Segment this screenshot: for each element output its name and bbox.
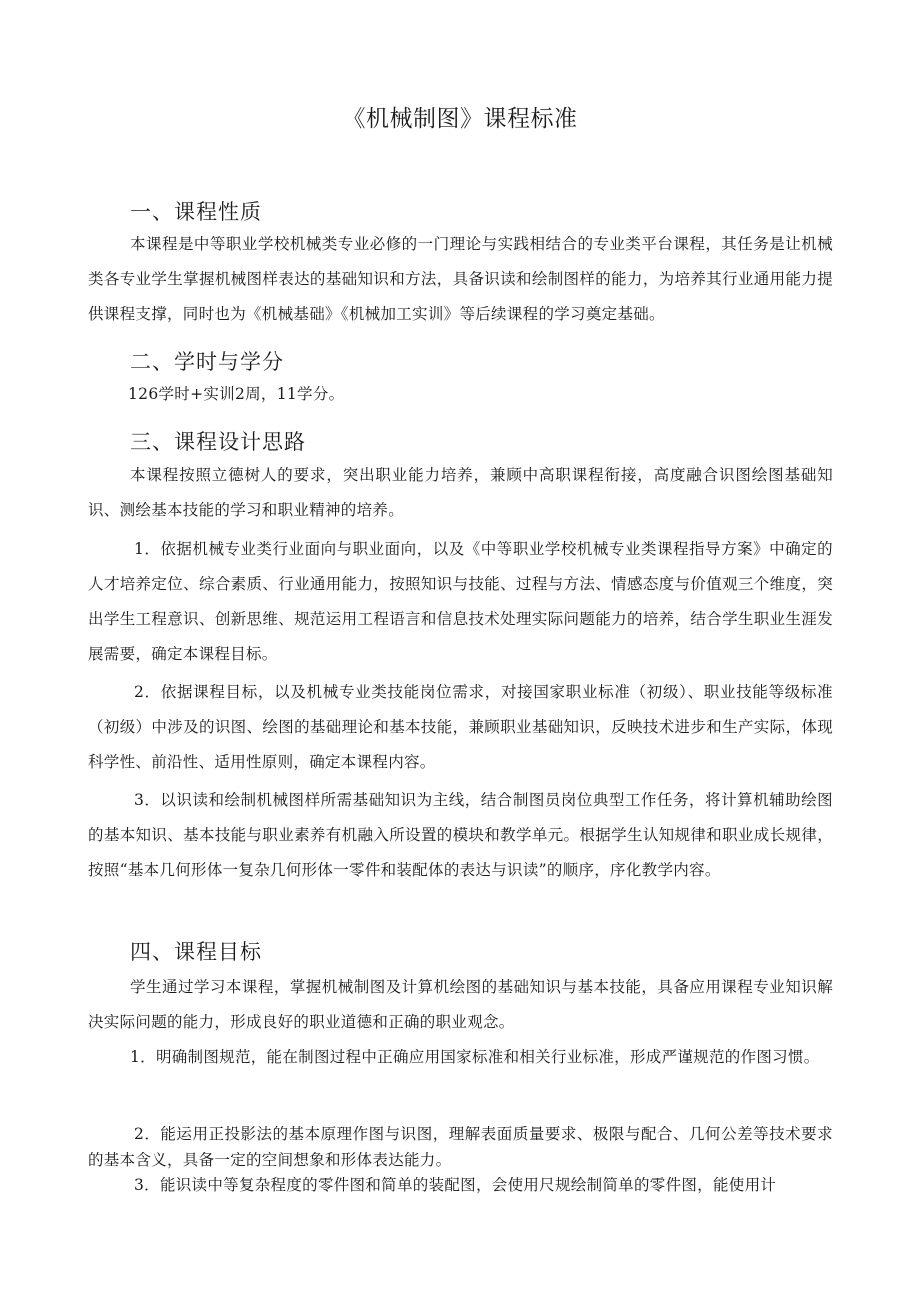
paragraph-goal-3: 3．能识读中等复杂程度的零件图和简单的装配图，会使用尺规绘制简单的零件图，能使用计	[134, 1176, 777, 1194]
paragraph-design-3: 3．以识读和绘制机械图样所需基础知识为主线，结合制图员岗位典型工作任务，将计算机辅助绘图的基本知识、基本技能与职业素养有机融入所设置的模块和教学单元。根据学生认知规律和职业成长规律，按照“基本几何形体一复杂几何形体一零件和装配体的表达与识读”的顺序，序化教学内容。	[88, 791, 833, 879]
paragraph-design-intro: 本课程按照立德树人的要求，突出职业能力培养，兼顾中高职课程衔接，高度融合识图绘图基础知识、测绘基本技能的学习和职业精神的培养。	[88, 466, 833, 519]
paragraph-design-2: 2．依据课程目标，以及机械专业类技能岗位需求，对接国家职业标准（初级）、职业技能等级标准（初级）中涉及的识图、绘图的基础理论和基本技能，兼顾职业基础知识，反映技术进步和生产实际，体现科学性、前沿性、适用性原则，确定本课程内容。	[88, 683, 833, 771]
section-heading-design: 三、课程设计思路	[130, 430, 306, 454]
section-heading-hours: 二、学时与学分	[130, 350, 284, 374]
paragraph-hours: 126学时+实训2周，11学分。	[128, 385, 345, 403]
section-heading-nature: 一、课程性质	[130, 200, 262, 224]
paragraph-design-1: 1．依据机械专业类行业面向与职业面向，以及《中等职业学校机械专业类课程指导方案》中确定的人才培养定位、综合素质、行业通用能力，按照知识与技能、过程与方法、情感态度与价值观三个维度，突出学生工程意识、创新思维、规范运用工程语言和信息技术处理实际问题能力的培养，结合学生职业生涯发展需要，确定本课程目标。	[88, 540, 833, 663]
paragraph-goal-1: 1．明确制图规范，能在制图过程中正确应用国家标准和相关行业标准，形成严谨规范的作图习惯。	[130, 1048, 820, 1066]
document-title: 《机械制图》课程标准	[342, 106, 578, 132]
section-heading-goals: 四、课程目标	[130, 940, 262, 964]
paragraph-nature: 本课程是中等职业学校机械类专业必修的一门理论与实践相结合的专业类平台课程，其任务是让机械类各专业学生掌握机械图样表达的基础知识和方法，具备识读和绘制图样的能力，为培养其行业通用能力提供课程支撑，同时也为《机械基础》《机械加工实训》等后续课程的学习奠定基础。	[88, 235, 833, 323]
paragraph-goals-intro: 学生通过学习本课程，掌握机械制图及计算机绘图的基础知识与基本技能，具备应用课程专业知识解决实际问题的能力，形成良好的职业道德和正确的职业观念。	[88, 978, 833, 1031]
paragraph-goal-2: 2．能运用正投影法的基本原理作图与识图，理解表面质量要求、极限与配合、几何公差等技术要求的基本含义，具备一定的空间想象和形体表达能力。	[88, 1125, 833, 1169]
